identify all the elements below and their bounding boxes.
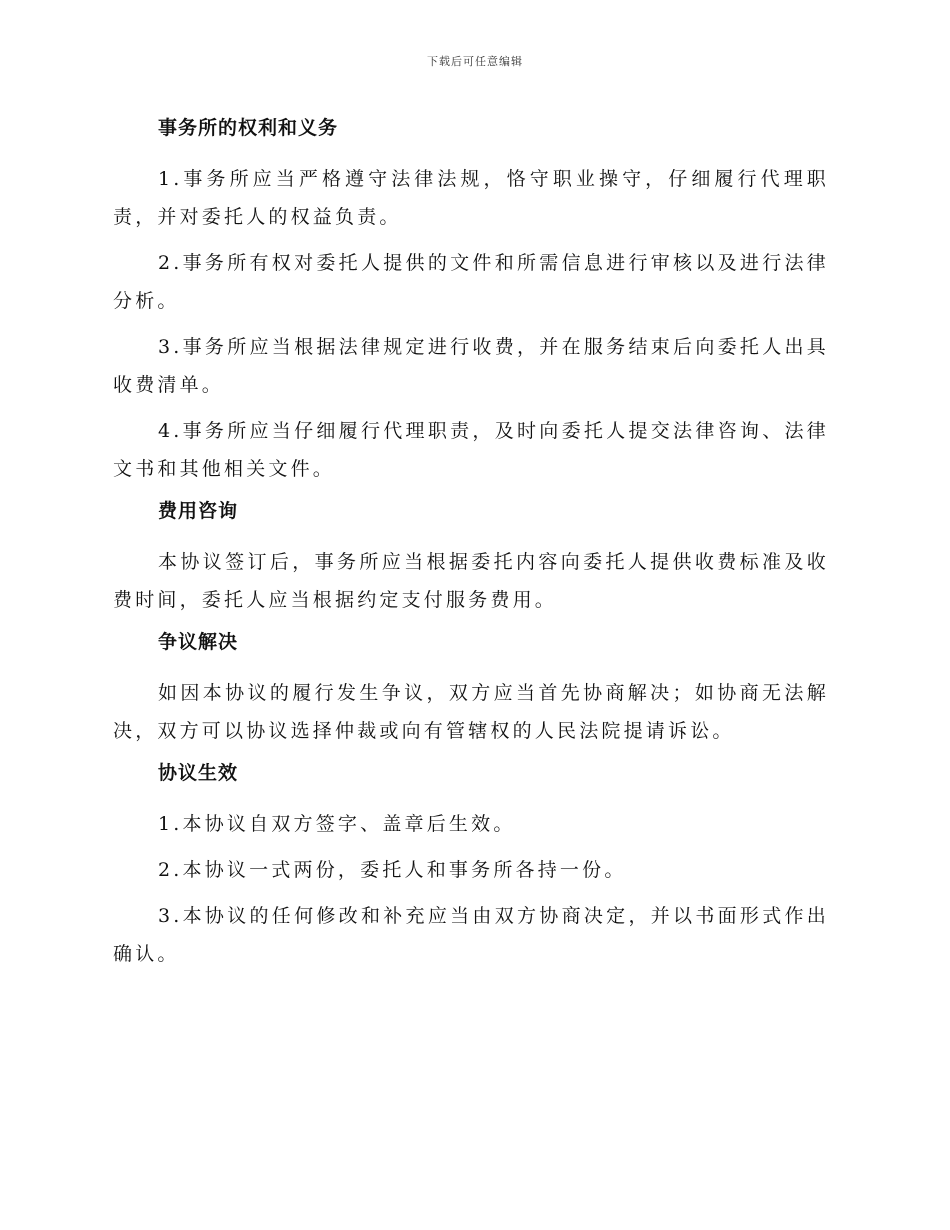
section-heading: 事务所的权利和义务 [158, 117, 339, 139]
section-rights-obligations [113, 113, 829, 488]
paragraph: 本协议签订后，事务所应当根据委托内容向委托人提供收费标准及收费时间，委托人应当根据约定支付服务费用。 [113, 551, 829, 611]
section-agreement-effect [113, 758, 829, 973]
page-header: 下载后可任意编辑 [427, 55, 523, 68]
section-heading: 争议解决 [158, 631, 239, 653]
paragraph: 2.本协议一式两份，委托人和事务所各持一份。 [158, 859, 627, 881]
document-body [113, 113, 829, 981]
section-dispute-resolution [113, 627, 829, 750]
paragraph: 如因本协议的履行发生争议，双方应当首先协商解决；如协商无法解决，双方可以协议选择仲裁或向有管辖权的人民法院提请诉讼。 [113, 682, 829, 742]
paragraph: 2.事务所有权对委托人提供的文件和所需信息进行审核以及进行法律分析。 [113, 252, 829, 312]
paragraph: 3.本协议的任何修改和补充应当由双方协商决定，并以书面形式作出确认。 [113, 905, 829, 965]
paragraph: 1.本协议自双方签字、盖章后生效。 [158, 813, 516, 835]
paragraph: 4.事务所应当仔细履行代理职责，及时向委托人提交法律咨询、法律文书和其他相关文件。 [113, 420, 829, 480]
paragraph: 3.事务所应当根据法律规定进行收费，并在服务结束后向委托人出具收费清单。 [113, 336, 829, 396]
section-heading: 费用咨询 [158, 500, 239, 522]
paragraph: 1.事务所应当严格遵守法律法规，恪守职业操守，仔细履行代理职责，并对委托人的权益负责。 [113, 168, 829, 228]
section-fee-consultation [113, 496, 829, 619]
section-heading: 协议生效 [158, 762, 239, 784]
